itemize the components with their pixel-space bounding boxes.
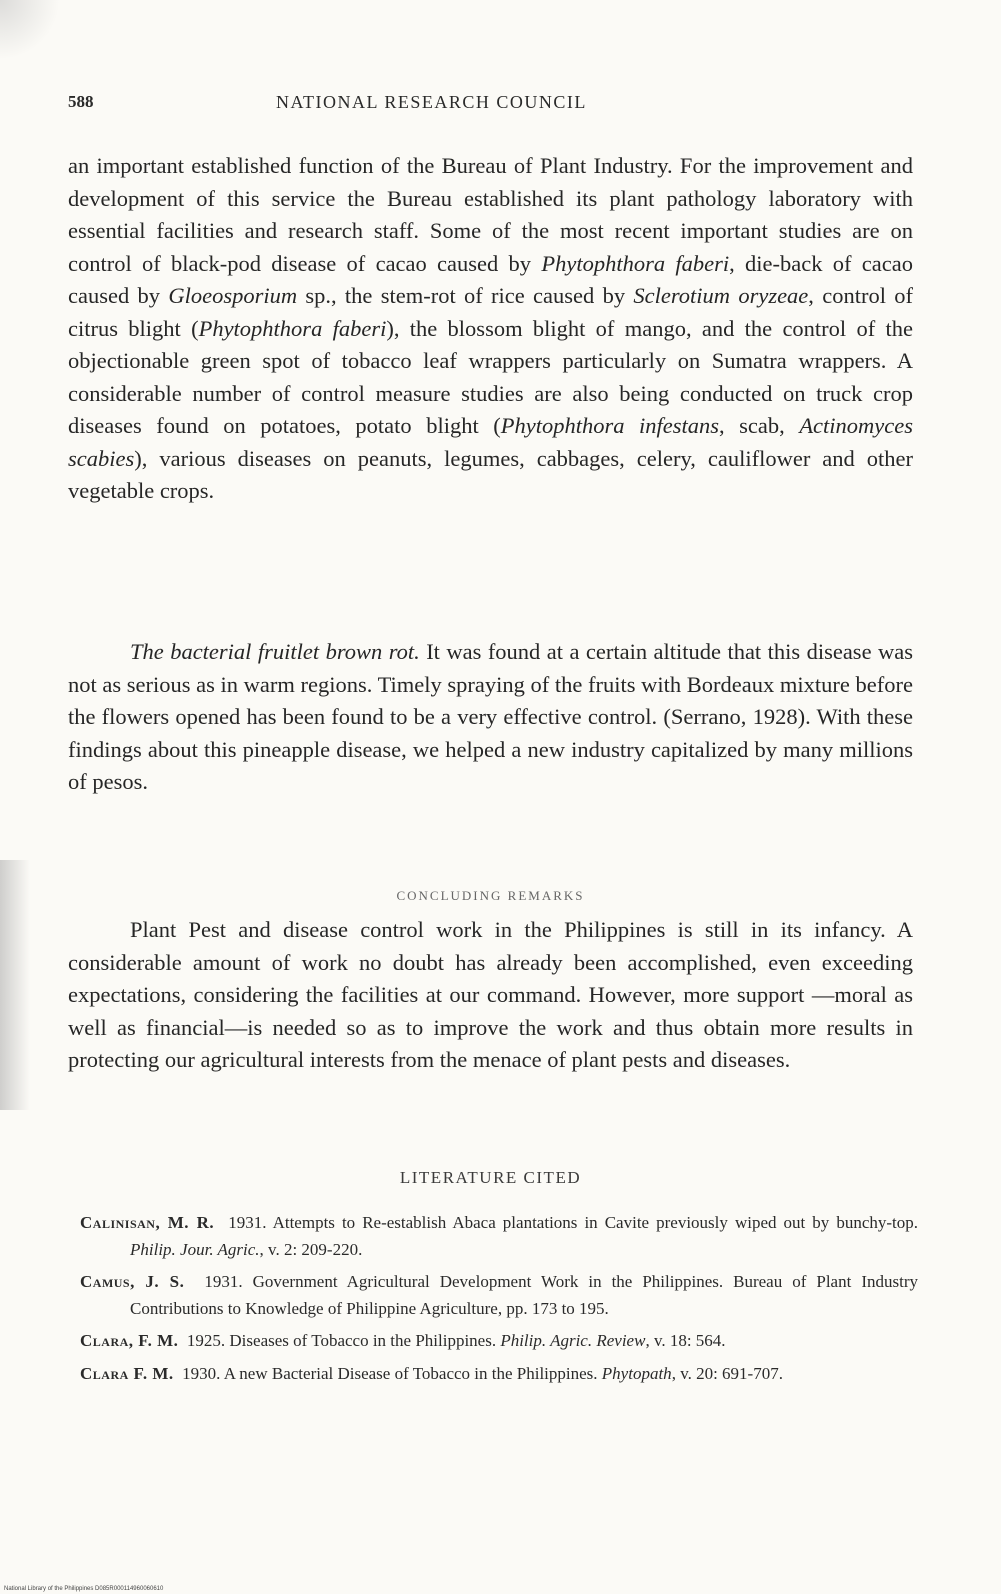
page-number: 588 — [68, 92, 94, 111]
paragraph-bureau-studies: an important established function of the Bureau of Plant Industry. For the improvement and development of this service the Bureau established its plant pathology laboratory with essential facilities and research staff. Some of the most recent important studies are on control of black-pod disease of cacao caused by Phytophthora faberi, die-back of cacao caused by Gloeosporium sp., the stem-rot of rice caused by Sclerotium oryzeae, control of citrus blight (Phytophthora faberi), the blossom blight of mango, and the control of the objectionable green spot of tobacco leaf wrappers particularly on Sumatra wrappers. A considerable number of control measure studies are also being conducted on truck crop diseases found on potatoes, potato blight (Phytophthora infestans, scab, Actinomyces scabies), various diseases on peanuts, legumes, cabbages, celery, cauliflower and other vegetable crops. — [68, 153, 914, 503]
reference-item: Clara, F. M. 1925. Diseases of Tobacco in the Philippines. Philip. Agric. Review, v. 18: 564. — [80, 1331, 726, 1350]
section-heading-concluding: CONCLUDING REMARKS — [396, 888, 585, 903]
reference-list — [80, 1210, 918, 1393]
reference-item: Camus, J. S. 1931. Government Agricultural Development Work in the Philippines. Bureau of Plant Industry Contributions to Knowledge of Philippine Agriculture, pp. 173 to 195. — [80, 1272, 918, 1318]
reference-item: Clara F. M. 1930. A new Bacterial Disease of Tobacco in the Philippines. Phytopath, v. 20: 691-707. — [80, 1363, 783, 1383]
running-head: NATIONAL RESEARCH COUNCIL — [276, 92, 587, 112]
page-header — [68, 92, 918, 122]
scan-corner-shadow — [0, 0, 60, 60]
scan-footer-note: National Library of the Philippines D085R000114960060610 — [4, 1586, 164, 1592]
paragraph-fruitlet-brown-rot: The bacterial fruitlet brown rot. It was found at a certain altitude that this disease was not as serious as in warm regions. Timely spraying of the fruits with Bordeaux mixture before the flowers opened has been found to be a very effective control. (Serrano, 1928). With these findings about this pineapple disease, we helped a new industry capitalized by many millions of pesos. — [68, 639, 913, 794]
paragraph-subtitle: The bacterial fruitlet brown rot. — [130, 639, 420, 664]
section-heading-literature: LITERATURE CITED — [399, 1168, 582, 1187]
reference-item: Calinisan, M. R. 1931. Attempts to Re-establish Abaca plantations in Cavite previously wiped out by bunchy-top. Philip. Jour. Agric., v. 2: 209-220. — [80, 1213, 919, 1259]
paragraph-concluding: Plant Pest and disease control work in the Philippines is still in its infancy. A considerable amount of work no doubt has already been accomplished, even exceeding expectations, considering the facilities at our command. However, more support —moral as well as financial—is needed so as to improve the work and thus obtain more results in protecting our agricultural interests from the menace of plant pests and diseases. — [68, 917, 913, 1072]
scan-edge-shadow — [0, 860, 30, 1110]
